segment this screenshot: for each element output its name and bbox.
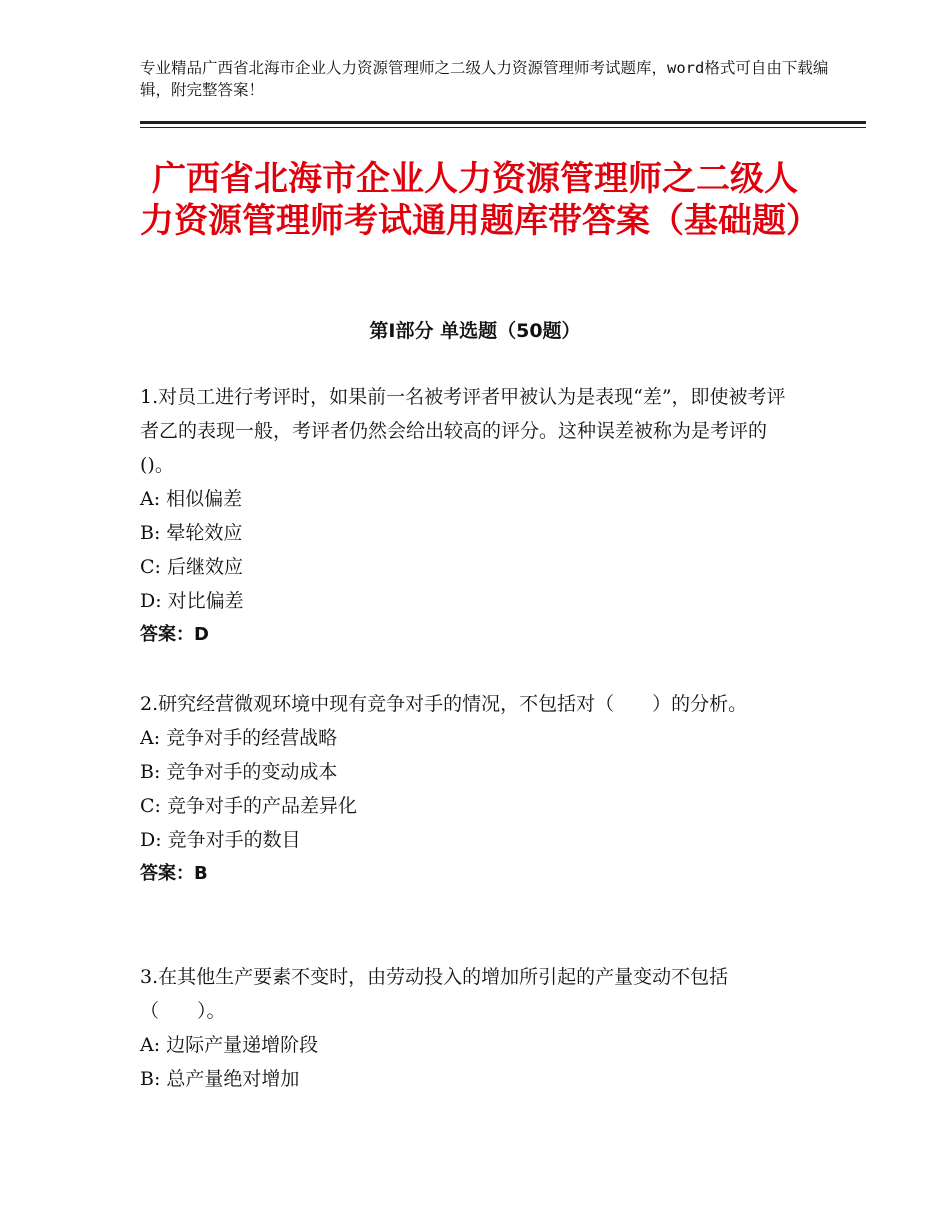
option-a: A: 竞争对手的经营战略 bbox=[140, 727, 338, 749]
question-stem: 3.在其他生产要素不变时，由劳动投入的增加所引起的产量变动不包括（ ）。 bbox=[140, 966, 729, 1022]
answer-label: 答案：B bbox=[140, 863, 208, 884]
option-c: C: 后继效应 bbox=[140, 556, 243, 578]
header-divider-thin bbox=[140, 127, 866, 128]
header-note: 专业精品广西省北海市企业人力资源管理师之二级人力资源管理师考试题库，word格式可自由下载编辑，附完整答案！ bbox=[140, 59, 829, 99]
option-c: C: 竞争对手的产品差异化 bbox=[140, 795, 357, 817]
option-a: A: 边际产量递增阶段 bbox=[140, 1034, 319, 1056]
question-stem: 2.研究经营微观环境中现有竞争对手的情况，不包括对（ ）的分析。 bbox=[140, 693, 748, 715]
option-d: D: 竞争对手的数目 bbox=[140, 829, 301, 851]
option-b: B: 总产量绝对增加 bbox=[140, 1068, 300, 1090]
option-a: A: 相似偏差 bbox=[140, 488, 243, 510]
question-stem: 1.对员工进行考评时，如果前一名被考评者甲被认为是表现“差”，即使被考评者乙的表现一般，考评者仍然会给出较高的评分。这种误差被称为是考评的()。 bbox=[140, 386, 786, 476]
question-1 bbox=[140, 380, 800, 652]
option-b: B: 竞争对手的变动成本 bbox=[140, 761, 338, 783]
header-divider-thick bbox=[140, 121, 866, 124]
document-title: 广西省北海市企业人力资源管理师之二级人力资源管理师考试通用题库带答案（基础题） bbox=[140, 159, 820, 241]
option-d: D: 对比偏差 bbox=[140, 590, 244, 612]
question-3 bbox=[140, 960, 800, 1096]
option-b: B: 晕轮效应 bbox=[140, 522, 243, 544]
question-2 bbox=[140, 687, 800, 891]
section-heading: 第Ⅰ部分 单选题（50题） bbox=[369, 320, 581, 342]
answer-label: 答案：D bbox=[140, 624, 209, 645]
